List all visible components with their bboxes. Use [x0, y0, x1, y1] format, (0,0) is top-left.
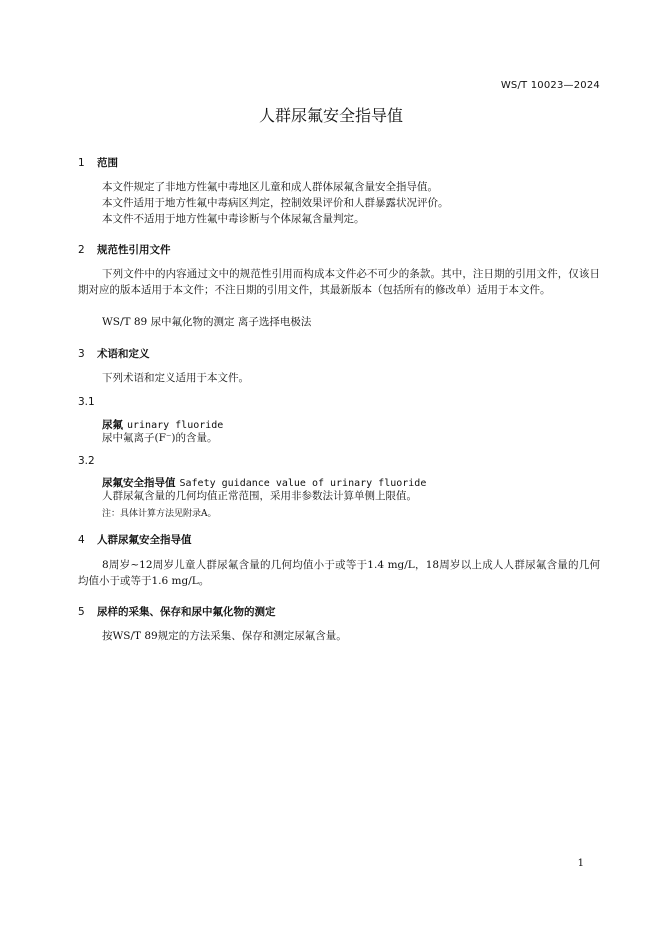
normative-references-paragraph: 下列文件中的内容通过文中的规范性引用而构成本文件必不可少的条款。其中，注日期的引用文件，仅该日期对应的版本适用于本文件；不注日期的引用文件，其最新版本（包括所有的修改单）适用于本文件。	[78, 268, 600, 296]
section-4-heading	[78, 532, 192, 547]
term-3-2-note: 注：具体计算方法见附录A。	[102, 509, 217, 519]
term-3-2-definition: 人群尿氟含量的几何均值正常范围，采用非参数法计算单侧上限值。	[102, 490, 417, 502]
page-number: 1	[577, 858, 584, 869]
term-3-2-number: 3.2	[78, 455, 95, 467]
scope-line-3: 本文件不适用于地方性氟中毒诊断与个体尿氟含量判定。	[102, 213, 365, 225]
guidance-value-paragraph: 8周岁~12周岁儿童人群尿氟含量的几何均值小于或等于1.4 mg/L，18周岁以上成人人群尿氟含量的几何均值小于或等于1.6 mg/L。	[78, 559, 600, 587]
scope-line-2: 本文件适用于地方性氟中毒病区判定，控制效果评价和人群暴露状况评价。	[102, 197, 449, 209]
section-2-heading	[78, 242, 171, 257]
term-3-2	[102, 475, 426, 490]
section-number: 2	[78, 244, 85, 256]
reference-item: WS/T 89 尿中氟化物的测定 离子选择电极法	[102, 316, 312, 328]
section-number: 5	[78, 606, 85, 618]
section-title: 尿样的采集、保存和尿中氟化物的测定	[97, 606, 276, 618]
section-3-heading	[78, 346, 150, 361]
section-title: 人群尿氟安全指导值	[97, 534, 192, 546]
document-title: 人群尿氟安全指导值	[258, 106, 403, 125]
section-5-heading	[78, 604, 276, 619]
terms-intro: 下列术语和定义适用于本文件。	[102, 372, 249, 384]
standard-code: WS/T 10023—2024	[500, 80, 600, 91]
term-zh: 尿氟	[102, 419, 123, 431]
term-en: urinary fluoride	[127, 420, 224, 431]
scope-line-1: 本文件规定了非地方性氟中毒地区儿童和成人群体尿氟含量安全指导值。	[102, 181, 438, 193]
section-title: 规范性引用文件	[97, 244, 171, 256]
section-1-heading	[78, 155, 118, 170]
section-number: 1	[78, 157, 85, 169]
section-title: 术语和定义	[97, 348, 150, 360]
section-number: 3	[78, 348, 85, 360]
sampling-paragraph: 按WS/T 89规定的方法采集、保存和测定尿氟含量。	[102, 630, 347, 642]
term-3-1-definition: 尿中氟离子(F⁻)的含量。	[102, 432, 218, 444]
section-number: 4	[78, 534, 85, 546]
term-3-1	[102, 417, 223, 432]
section-title: 范围	[97, 157, 118, 169]
term-zh: 尿氟安全指导值	[102, 477, 176, 489]
term-en: Safety guidance value of urinary fluoride	[179, 478, 427, 489]
term-3-1-number: 3.1	[78, 396, 95, 408]
